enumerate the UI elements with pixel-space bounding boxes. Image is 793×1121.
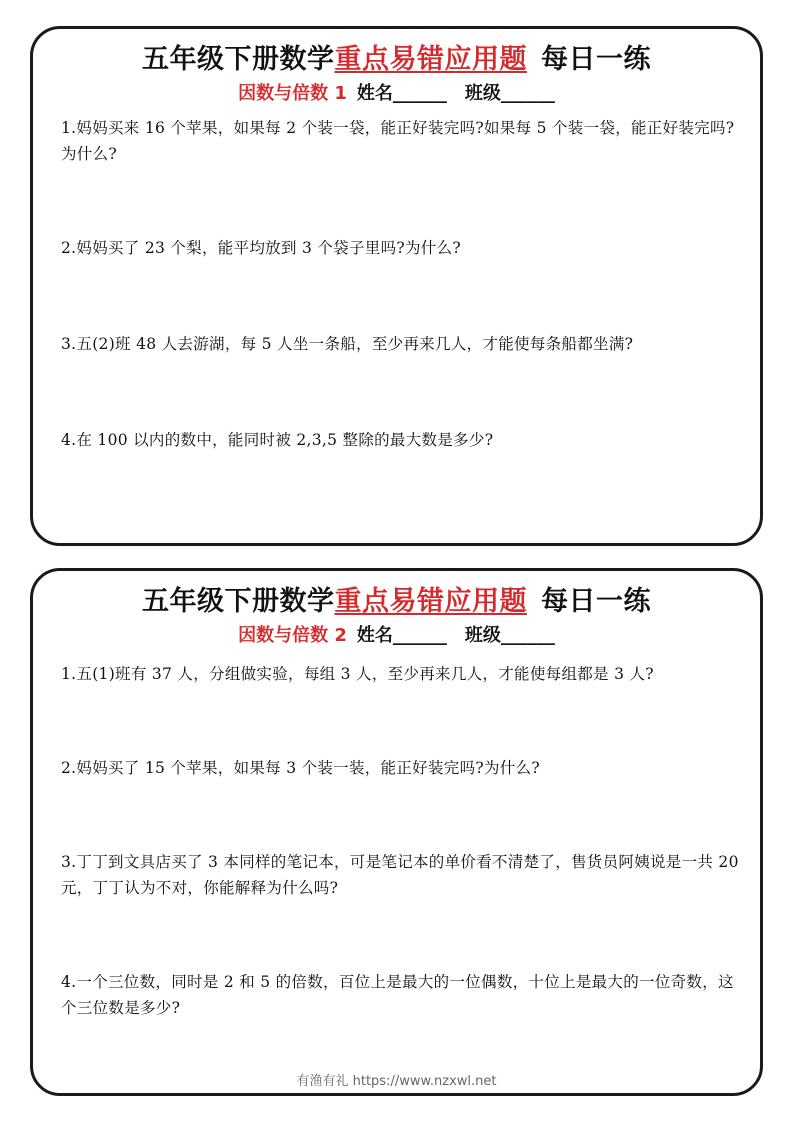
topic-label: 因数与倍数 1 <box>238 83 347 104</box>
worksheet-subtitle <box>33 621 760 647</box>
name-field: 姓名______ <box>356 625 447 646</box>
title-suffix: 每日一练 <box>541 586 651 617</box>
worksheet-card-2 <box>30 568 763 1096</box>
question-1: 1.妈妈买来 16 个苹果，如果每 2 个装一袋，能正好装完吗?如果每 5 个装一袋，能正好装完吗?为什么? <box>61 119 735 163</box>
footer-watermark: 有渔有礼 https://www.nzxwl.net <box>296 1074 497 1089</box>
title-highlight: 重点易错应用题 <box>334 586 527 617</box>
title-highlight: 重点易错应用题 <box>334 44 527 75</box>
worksheet-card-1 <box>30 26 763 546</box>
worksheet-title <box>33 37 760 76</box>
topic-label: 因数与倍数 2 <box>238 625 347 646</box>
class-field: 班级______ <box>464 83 555 104</box>
question-4: 4.在 100 以内的数中，能同时被 2,3,5 整除的最大数是多少? <box>61 431 494 449</box>
question-2: 2.妈妈买了 23 个梨，能平均放到 3 个袋子里吗?为什么? <box>61 239 462 257</box>
class-field: 班级______ <box>464 625 555 646</box>
title-prefix: 五年级下册数学 <box>142 44 335 75</box>
worksheet-subtitle <box>33 79 760 105</box>
question-3: 3.丁丁到文具店买了 3 本同样的笔记本，可是笔记本的单价看不清楚了，售货员阿姨说是一共 20 元，丁丁认为不对，你能解释为什么吗? <box>61 853 739 897</box>
question-4: 4.一个三位数，同时是 2 和 5 的倍数，百位上是最大的一位偶数，十位上是最大的一位奇数，这个三位数是多少? <box>61 973 734 1017</box>
title-prefix: 五年级下册数学 <box>142 586 335 617</box>
question-2: 2.妈妈买了 15 个苹果，如果每 3 个装一装，能正好装完吗?为什么? <box>61 759 541 777</box>
question-3: 3.五(2)班 48 人去游湖，每 5 人坐一条船，至少再来几人，才能使每条船都坐满? <box>61 335 634 353</box>
title-suffix: 每日一练 <box>541 44 651 75</box>
worksheet-title <box>33 579 760 618</box>
name-field: 姓名______ <box>356 83 447 104</box>
question-1: 1.五(1)班有 37 人，分组做实验，每组 3 人，至少再来几人，才能使每组都是 3 人? <box>61 665 654 683</box>
